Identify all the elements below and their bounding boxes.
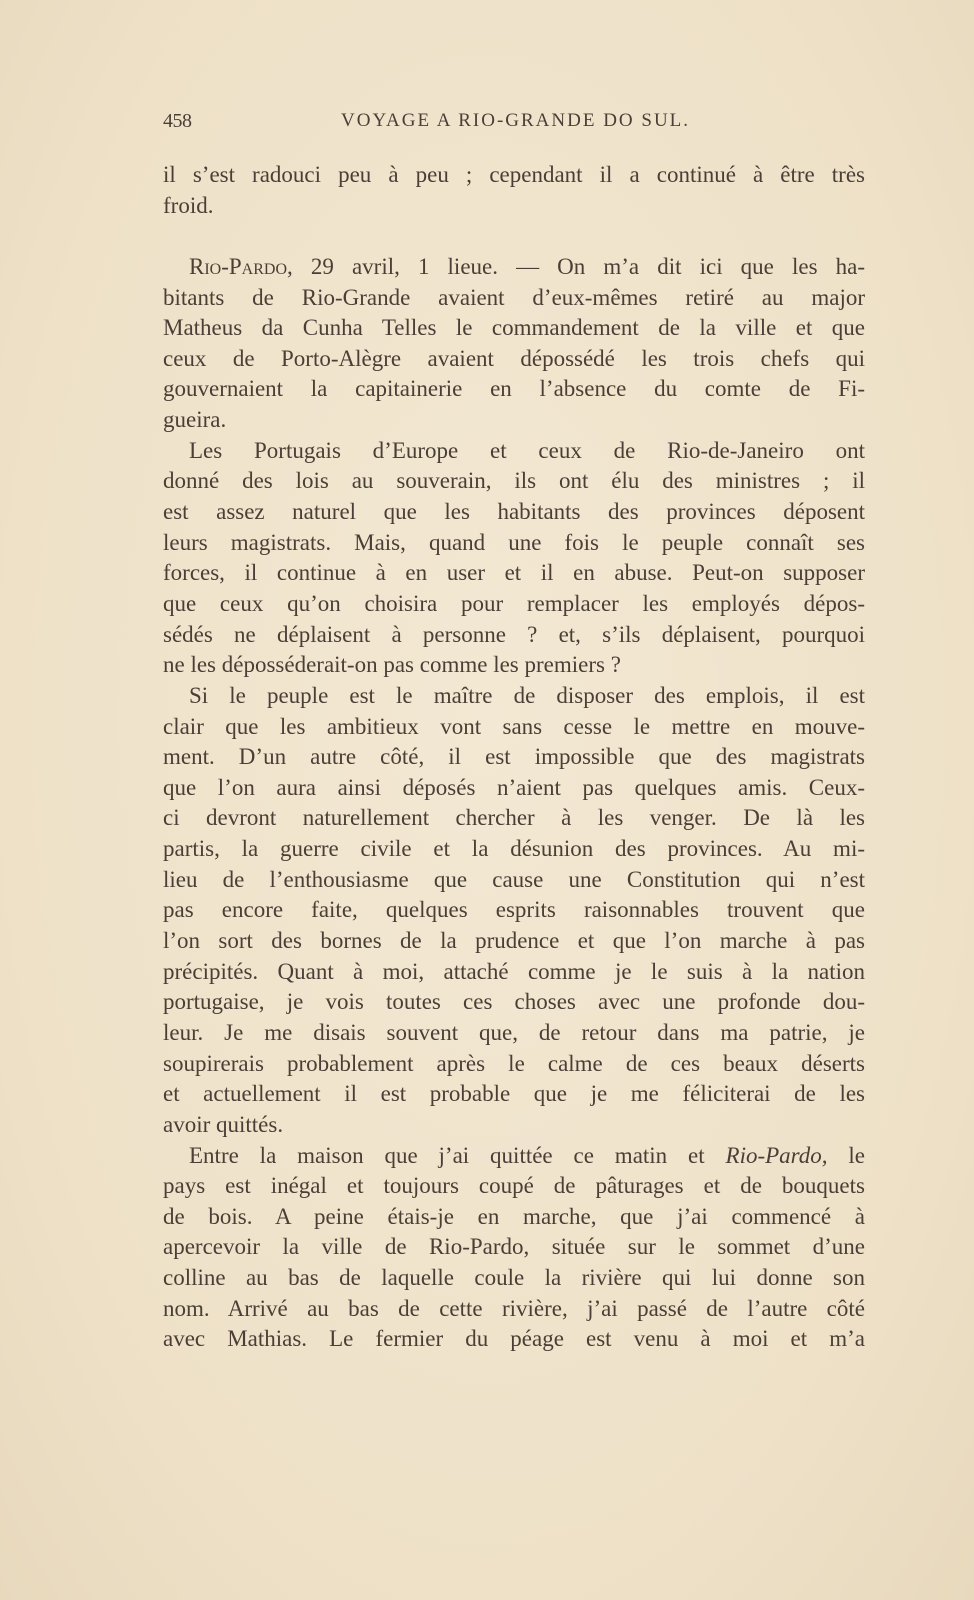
text-run: pays est inégal et toujours coupé de pâturages et de bouquets <box>163 1173 865 1199</box>
text-line <box>163 1171 865 1202</box>
text-line <box>163 865 865 896</box>
text-line <box>163 895 865 926</box>
text-line <box>163 1294 865 1325</box>
text-line <box>163 1110 865 1141</box>
text-line <box>163 1202 865 1233</box>
body-text <box>163 160 865 1355</box>
small-caps-heading: Rio-Pardo <box>189 253 288 279</box>
text-run: que l’on aura ainsi déposés n’aient pas quelques amis. Ceux- <box>163 774 865 800</box>
text-run: sédés ne déplaisent à personne ? et, s’ils déplaisent, pourquoi <box>163 621 865 647</box>
text-run: soupirerais probablement après le calme de ces beaux déserts <box>163 1050 865 1076</box>
text-run: leurs magistrats. Mais, quand une fois le peuple connaît ses <box>163 529 865 555</box>
text-run: lieu de l’enthousiasme que cause une Constitution qui n’est <box>163 866 865 892</box>
text-line <box>163 313 865 344</box>
text-line <box>163 1232 865 1263</box>
text-run: , 29 avril, 1 lieue. — On m’a dit ici que les ha- <box>287 253 865 279</box>
text-run: colline au bas de laquelle coule la rivière qui lui donne son <box>163 1265 865 1291</box>
text-run: bitants de Rio-Grande avaient d’eux-mêmes retiré au major <box>163 284 865 310</box>
text-line <box>163 834 865 865</box>
text-line <box>163 283 865 314</box>
page-number: 458 <box>163 110 192 132</box>
running-title: VOYAGE A RIO-GRANDE DO SUL. <box>341 110 691 131</box>
text-line <box>163 773 865 804</box>
text-line <box>163 1079 865 1110</box>
text-line <box>163 466 865 497</box>
text-run: portugaise, je vois toutes ces choses avec une profonde dou- <box>163 989 865 1015</box>
text-run: ci devront naturellement chercher à les venger. De là les <box>163 805 865 831</box>
text-line <box>163 374 865 405</box>
text-line <box>163 1263 865 1294</box>
text-run: leur. Je me disais souvent que, de retour dans ma patrie, je <box>163 1019 865 1045</box>
text-line <box>163 528 865 559</box>
text-line <box>163 1324 865 1355</box>
text-line <box>163 803 865 834</box>
text-line <box>163 1141 865 1172</box>
text-run: Si le peuple est le maître de disposer des emplois, il est <box>189 682 865 708</box>
text-run: froid. <box>163 192 214 218</box>
text-line <box>163 589 865 620</box>
text-run: donné des lois au souverain, ils ont élu des ministres ; il <box>163 468 865 494</box>
text-line <box>163 344 865 375</box>
text-line <box>163 160 865 191</box>
text-line <box>163 926 865 957</box>
text-run: apercevoir la ville de Rio-Pardo, située sur le sommet d’une <box>163 1234 865 1260</box>
text-run: précipités. Quant à moi, attaché comme je le suis à la nation <box>163 958 865 984</box>
text-line <box>163 1018 865 1049</box>
text-run: ceux de Porto-Alègre avaient dépossédé les trois chefs qui <box>163 345 865 371</box>
text-run: clair que les ambitieux vont sans cesse le mettre en mouve- <box>163 713 865 739</box>
text-line <box>163 712 865 743</box>
text-run: Les Portugais d’Europe et ceux de Rio-de-Janeiro ont <box>189 437 865 463</box>
text-run: partis, la guerre civile et la désunion des provinces. Au mi- <box>163 836 865 862</box>
text-run: Matheus da Cunha Telles le commandement de la ville et que <box>163 315 865 341</box>
text-run: est assez naturel que les habitants des provinces déposent <box>163 499 865 525</box>
text-run: avec Mathias. Le fermier du péage est venu à moi et m’a <box>163 1326 865 1352</box>
text-run: de bois. A peine étais-je en marche, que j’ai commencé à <box>163 1203 865 1229</box>
text-line <box>163 558 865 589</box>
text-run: que ceux qu’on choisira pour remplacer les employés dépos- <box>163 590 865 616</box>
text-line <box>163 497 865 528</box>
text-run: ne les déposséderait-on pas comme les premiers ? <box>163 652 621 678</box>
text-run: forces, il continue à en user et il en abuse. Peut-on supposer <box>163 560 865 586</box>
text-line <box>163 681 865 712</box>
text-line <box>163 436 865 467</box>
text-line <box>163 1049 865 1080</box>
text-run: ment. D’un autre côté, il est impossible que des magistrats <box>163 744 865 770</box>
page-header <box>163 110 865 140</box>
text-run: pas encore faite, quelques esprits raisonnables trouvent que <box>163 897 865 923</box>
text-run: gouvernaient la capitainerie en l’absence du comte de Fi- <box>163 376 865 402</box>
text-run: Entre la maison que j’ai quittée ce matin et <box>189 1142 726 1168</box>
text-line <box>163 252 865 283</box>
text-line <box>163 405 865 436</box>
text-line <box>163 987 865 1018</box>
text-run: gueira. <box>163 407 227 433</box>
text-run: et actuellement il est probable que je me féliciterai de les <box>163 1081 865 1107</box>
italic-text: Rio-Pardo, <box>725 1142 828 1168</box>
text-line <box>163 221 865 252</box>
text-line <box>163 620 865 651</box>
text-line <box>163 650 865 681</box>
text-run: il s’est radouci peu à peu ; cependant il a continué à être très <box>163 162 865 187</box>
text-line <box>163 742 865 773</box>
text-run: nom. Arrivé au bas de cette rivière, j’ai passé de l’autre côté <box>163 1295 865 1321</box>
text-run: le <box>827 1142 866 1168</box>
text-run: avoir quittés. <box>163 1111 284 1137</box>
text-line <box>163 191 865 222</box>
text-line <box>163 957 865 988</box>
text-run: l’on sort des bornes de la prudence et que l’on marche à pas <box>163 928 865 954</box>
